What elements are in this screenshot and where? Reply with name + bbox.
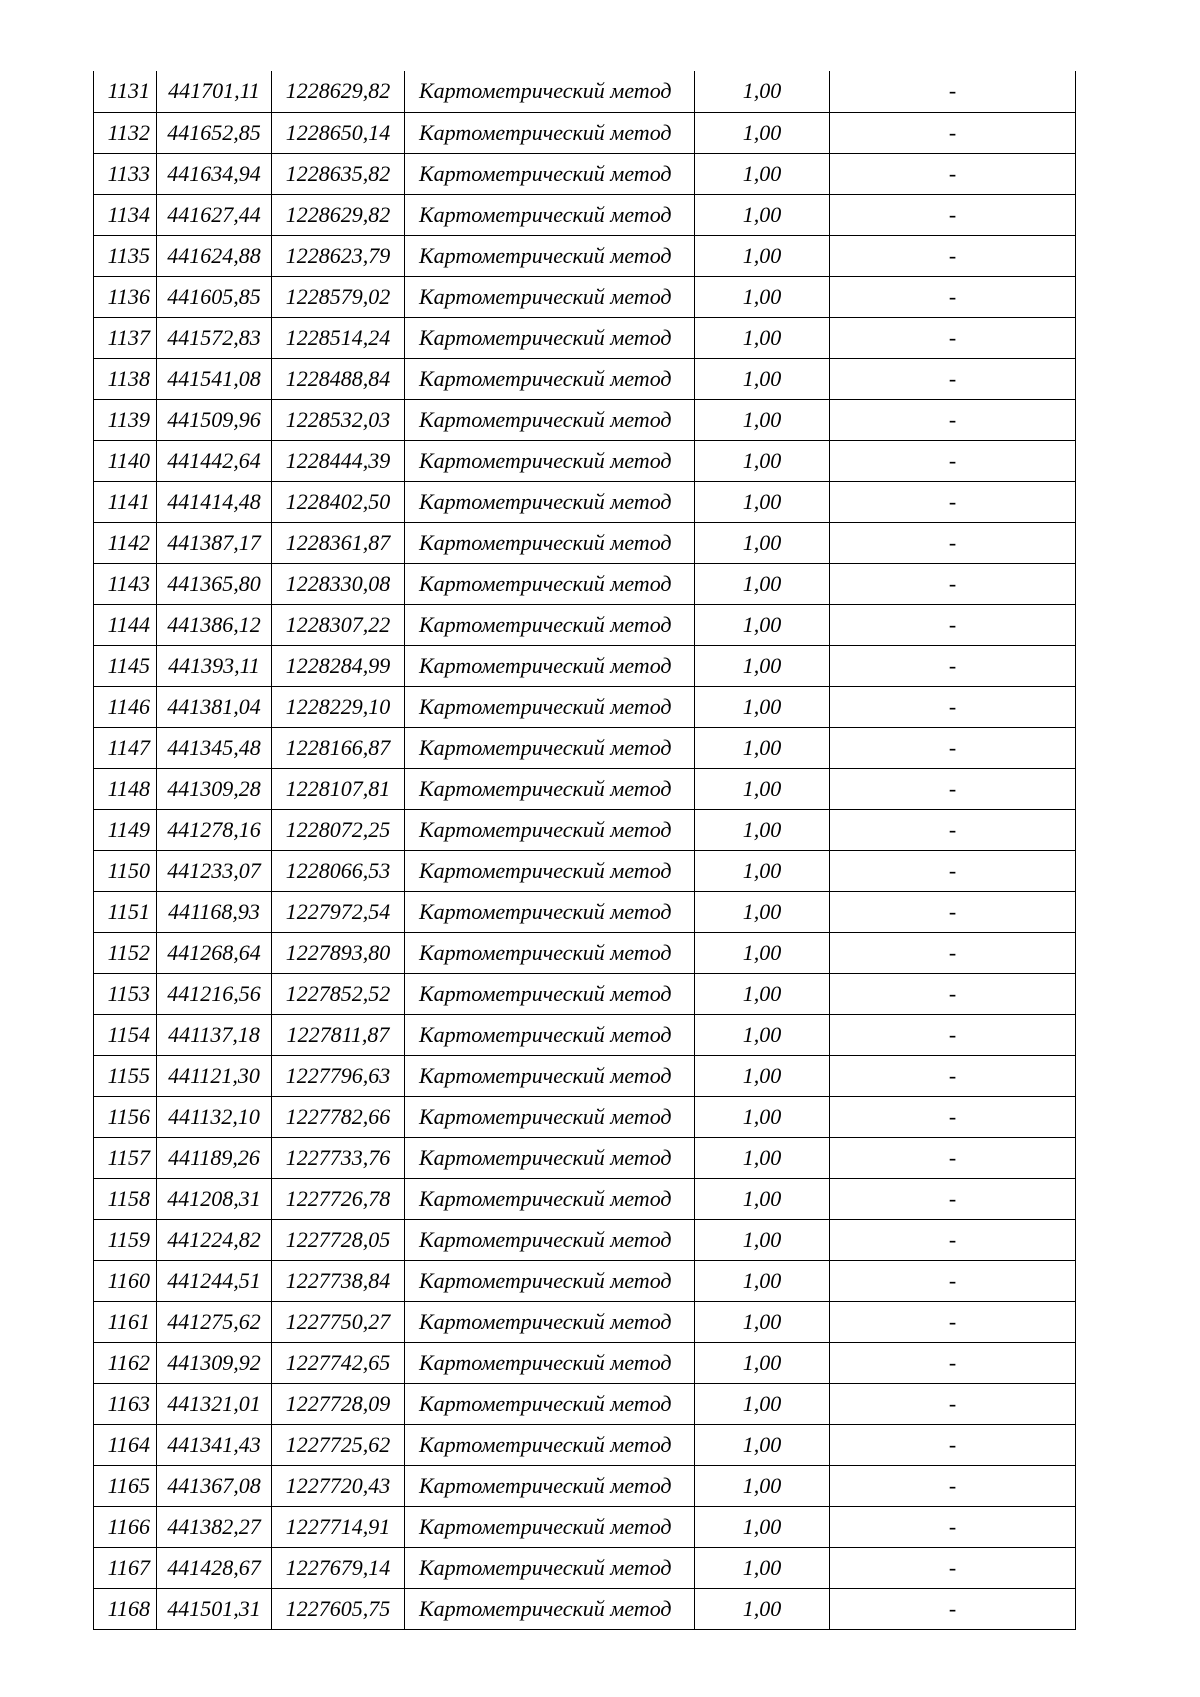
table-row	[94, 1178, 1076, 1219]
description-cell: -	[830, 1465, 1076, 1506]
point-number-cell: 1164	[94, 1424, 157, 1465]
table-row	[94, 153, 1076, 194]
table-row	[94, 399, 1076, 440]
method-cell: Картометрический метод	[405, 1506, 695, 1547]
point-number-cell: 1160	[94, 1260, 157, 1301]
table-row	[94, 1424, 1076, 1465]
y-coordinate-cell: 1227750,27	[272, 1301, 405, 1342]
x-coordinate-cell: 441442,64	[157, 440, 272, 481]
point-number-cell: 1139	[94, 399, 157, 440]
y-coordinate-cell: 1227720,43	[272, 1465, 405, 1506]
accuracy-cell: 1,00	[695, 1465, 830, 1506]
x-coordinate-cell: 441137,18	[157, 1014, 272, 1055]
x-coordinate-cell: 441501,31	[157, 1588, 272, 1629]
x-coordinate-cell: 441275,62	[157, 1301, 272, 1342]
method-cell: Картометрический метод	[405, 1137, 695, 1178]
accuracy-cell: 1,00	[695, 71, 830, 112]
y-coordinate-cell: 1228650,14	[272, 112, 405, 153]
method-cell: Картометрический метод	[405, 1055, 695, 1096]
accuracy-cell: 1,00	[695, 1424, 830, 1465]
y-coordinate-cell: 1228072,25	[272, 809, 405, 850]
y-coordinate-cell: 1228629,82	[272, 194, 405, 235]
x-coordinate-cell: 441541,08	[157, 358, 272, 399]
point-number-cell: 1165	[94, 1465, 157, 1506]
method-cell: Картометрический метод	[405, 932, 695, 973]
method-cell: Картометрический метод	[405, 1014, 695, 1055]
point-number-cell: 1153	[94, 973, 157, 1014]
y-coordinate-cell: 1228066,53	[272, 850, 405, 891]
point-number-cell: 1149	[94, 809, 157, 850]
method-cell: Картометрический метод	[405, 563, 695, 604]
table-row	[94, 563, 1076, 604]
description-cell: -	[830, 932, 1076, 973]
table-row	[94, 1260, 1076, 1301]
y-coordinate-cell: 1227782,66	[272, 1096, 405, 1137]
method-cell: Картометрический метод	[405, 317, 695, 358]
x-coordinate-cell: 441345,48	[157, 727, 272, 768]
point-number-cell: 1156	[94, 1096, 157, 1137]
point-number-cell: 1136	[94, 276, 157, 317]
description-cell: -	[830, 481, 1076, 522]
point-number-cell: 1142	[94, 522, 157, 563]
point-number-cell: 1147	[94, 727, 157, 768]
accuracy-cell: 1,00	[695, 276, 830, 317]
y-coordinate-cell: 1227605,75	[272, 1588, 405, 1629]
method-cell: Картометрический метод	[405, 522, 695, 563]
y-coordinate-cell: 1227728,05	[272, 1219, 405, 1260]
method-cell: Картометрический метод	[405, 809, 695, 850]
x-coordinate-cell: 441701,11	[157, 71, 272, 112]
y-coordinate-cell: 1227728,09	[272, 1383, 405, 1424]
description-cell: -	[830, 891, 1076, 932]
x-coordinate-cell: 441393,11	[157, 645, 272, 686]
method-cell: Картометрический метод	[405, 973, 695, 1014]
y-coordinate-cell: 1227972,54	[272, 891, 405, 932]
x-coordinate-cell: 441341,43	[157, 1424, 272, 1465]
y-coordinate-cell: 1227726,78	[272, 1178, 405, 1219]
accuracy-cell: 1,00	[695, 891, 830, 932]
y-coordinate-cell: 1228623,79	[272, 235, 405, 276]
y-coordinate-cell: 1227725,62	[272, 1424, 405, 1465]
accuracy-cell: 1,00	[695, 112, 830, 153]
accuracy-cell: 1,00	[695, 235, 830, 276]
description-cell: -	[830, 194, 1076, 235]
x-coordinate-cell: 441268,64	[157, 932, 272, 973]
coordinates-table-body	[94, 71, 1076, 1629]
table-row	[94, 194, 1076, 235]
accuracy-cell: 1,00	[695, 317, 830, 358]
method-cell: Картометрический метод	[405, 1178, 695, 1219]
description-cell: -	[830, 604, 1076, 645]
point-number-cell: 1132	[94, 112, 157, 153]
point-number-cell: 1161	[94, 1301, 157, 1342]
description-cell: -	[830, 1096, 1076, 1137]
description-cell: -	[830, 1178, 1076, 1219]
point-number-cell: 1144	[94, 604, 157, 645]
accuracy-cell: 1,00	[695, 1055, 830, 1096]
description-cell: -	[830, 850, 1076, 891]
x-coordinate-cell: 441224,82	[157, 1219, 272, 1260]
accuracy-cell: 1,00	[695, 522, 830, 563]
table-row	[94, 1506, 1076, 1547]
y-coordinate-cell: 1227733,76	[272, 1137, 405, 1178]
point-number-cell: 1146	[94, 686, 157, 727]
point-number-cell: 1151	[94, 891, 157, 932]
description-cell: -	[830, 1137, 1076, 1178]
x-coordinate-cell: 441367,08	[157, 1465, 272, 1506]
description-cell: -	[830, 1219, 1076, 1260]
point-number-cell: 1138	[94, 358, 157, 399]
accuracy-cell: 1,00	[695, 1014, 830, 1055]
point-number-cell: 1158	[94, 1178, 157, 1219]
accuracy-cell: 1,00	[695, 973, 830, 1014]
point-number-cell: 1148	[94, 768, 157, 809]
x-coordinate-cell: 441309,92	[157, 1342, 272, 1383]
method-cell: Картометрический метод	[405, 194, 695, 235]
point-number-cell: 1166	[94, 1506, 157, 1547]
x-coordinate-cell: 441386,12	[157, 604, 272, 645]
description-cell: -	[830, 1055, 1076, 1096]
method-cell: Картометрический метод	[405, 112, 695, 153]
table-row	[94, 1055, 1076, 1096]
table-row	[94, 112, 1076, 153]
x-coordinate-cell: 441381,04	[157, 686, 272, 727]
table-row	[94, 1588, 1076, 1629]
method-cell: Картометрический метод	[405, 1219, 695, 1260]
description-cell: -	[830, 112, 1076, 153]
accuracy-cell: 1,00	[695, 1260, 830, 1301]
table-row	[94, 1096, 1076, 1137]
point-number-cell: 1137	[94, 317, 157, 358]
accuracy-cell: 1,00	[695, 1219, 830, 1260]
x-coordinate-cell: 441572,83	[157, 317, 272, 358]
description-cell: -	[830, 1342, 1076, 1383]
y-coordinate-cell: 1228307,22	[272, 604, 405, 645]
method-cell: Картометрический метод	[405, 399, 695, 440]
point-number-cell: 1152	[94, 932, 157, 973]
method-cell: Картометрический метод	[405, 1096, 695, 1137]
accuracy-cell: 1,00	[695, 645, 830, 686]
accuracy-cell: 1,00	[695, 604, 830, 645]
table-row	[94, 1219, 1076, 1260]
x-coordinate-cell: 441244,51	[157, 1260, 272, 1301]
accuracy-cell: 1,00	[695, 809, 830, 850]
y-coordinate-cell: 1227796,63	[272, 1055, 405, 1096]
description-cell: -	[830, 153, 1076, 194]
table-row	[94, 522, 1076, 563]
method-cell: Картометрический метод	[405, 235, 695, 276]
table-row	[94, 317, 1076, 358]
method-cell: Картометрический метод	[405, 604, 695, 645]
accuracy-cell: 1,00	[695, 1506, 830, 1547]
method-cell: Картометрический метод	[405, 768, 695, 809]
point-number-cell: 1155	[94, 1055, 157, 1096]
point-number-cell: 1157	[94, 1137, 157, 1178]
method-cell: Картометрический метод	[405, 358, 695, 399]
description-cell: -	[830, 1547, 1076, 1588]
table-row	[94, 973, 1076, 1014]
accuracy-cell: 1,00	[695, 563, 830, 604]
method-cell: Картометрический метод	[405, 1342, 695, 1383]
y-coordinate-cell: 1227738,84	[272, 1260, 405, 1301]
point-number-cell: 1159	[94, 1219, 157, 1260]
accuracy-cell: 1,00	[695, 440, 830, 481]
method-cell: Картометрический метод	[405, 440, 695, 481]
x-coordinate-cell: 441428,67	[157, 1547, 272, 1588]
x-coordinate-cell: 441624,88	[157, 235, 272, 276]
point-number-cell: 1140	[94, 440, 157, 481]
method-cell: Картометрический метод	[405, 686, 695, 727]
description-cell: -	[830, 522, 1076, 563]
y-coordinate-cell: 1227742,65	[272, 1342, 405, 1383]
accuracy-cell: 1,00	[695, 194, 830, 235]
x-coordinate-cell: 441652,85	[157, 112, 272, 153]
accuracy-cell: 1,00	[695, 1342, 830, 1383]
y-coordinate-cell: 1227893,80	[272, 932, 405, 973]
x-coordinate-cell: 441121,30	[157, 1055, 272, 1096]
y-coordinate-cell: 1228629,82	[272, 71, 405, 112]
point-number-cell: 1134	[94, 194, 157, 235]
table-row	[94, 727, 1076, 768]
x-coordinate-cell: 441627,44	[157, 194, 272, 235]
table-row	[94, 481, 1076, 522]
y-coordinate-cell: 1228402,50	[272, 481, 405, 522]
x-coordinate-cell: 441132,10	[157, 1096, 272, 1137]
description-cell: -	[830, 645, 1076, 686]
x-coordinate-cell: 441365,80	[157, 563, 272, 604]
point-number-cell: 1168	[94, 1588, 157, 1629]
point-number-cell: 1167	[94, 1547, 157, 1588]
y-coordinate-cell: 1228107,81	[272, 768, 405, 809]
table-row	[94, 850, 1076, 891]
accuracy-cell: 1,00	[695, 1588, 830, 1629]
x-coordinate-cell: 441634,94	[157, 153, 272, 194]
description-cell: -	[830, 399, 1076, 440]
table-row	[94, 1342, 1076, 1383]
accuracy-cell: 1,00	[695, 399, 830, 440]
point-number-cell: 1131	[94, 71, 157, 112]
x-coordinate-cell: 441208,31	[157, 1178, 272, 1219]
method-cell: Картометрический метод	[405, 1424, 695, 1465]
method-cell: Картометрический метод	[405, 153, 695, 194]
x-coordinate-cell: 441168,93	[157, 891, 272, 932]
description-cell: -	[830, 276, 1076, 317]
y-coordinate-cell: 1227852,52	[272, 973, 405, 1014]
accuracy-cell: 1,00	[695, 1301, 830, 1342]
point-number-cell: 1141	[94, 481, 157, 522]
method-cell: Картометрический метод	[405, 727, 695, 768]
x-coordinate-cell: 441189,26	[157, 1137, 272, 1178]
method-cell: Картометрический метод	[405, 850, 695, 891]
point-number-cell: 1145	[94, 645, 157, 686]
table-row	[94, 1465, 1076, 1506]
description-cell: -	[830, 1260, 1076, 1301]
x-coordinate-cell: 441321,01	[157, 1383, 272, 1424]
accuracy-cell: 1,00	[695, 153, 830, 194]
method-cell: Картометрический метод	[405, 645, 695, 686]
point-number-cell: 1135	[94, 235, 157, 276]
method-cell: Картометрический метод	[405, 1465, 695, 1506]
accuracy-cell: 1,00	[695, 1383, 830, 1424]
accuracy-cell: 1,00	[695, 1137, 830, 1178]
x-coordinate-cell: 441414,48	[157, 481, 272, 522]
x-coordinate-cell: 441278,16	[157, 809, 272, 850]
description-cell: -	[830, 563, 1076, 604]
table-row	[94, 1383, 1076, 1424]
accuracy-cell: 1,00	[695, 1178, 830, 1219]
point-number-cell: 1162	[94, 1342, 157, 1383]
y-coordinate-cell: 1228532,03	[272, 399, 405, 440]
table-row	[94, 604, 1076, 645]
method-cell: Картометрический метод	[405, 1260, 695, 1301]
description-cell: -	[830, 1014, 1076, 1055]
x-coordinate-cell: 441233,07	[157, 850, 272, 891]
description-cell: -	[830, 973, 1076, 1014]
description-cell: -	[830, 358, 1076, 399]
table-row	[94, 1547, 1076, 1588]
description-cell: -	[830, 440, 1076, 481]
table-row	[94, 440, 1076, 481]
y-coordinate-cell: 1228330,08	[272, 563, 405, 604]
method-cell: Картометрический метод	[405, 1383, 695, 1424]
y-coordinate-cell: 1228361,87	[272, 522, 405, 563]
accuracy-cell: 1,00	[695, 727, 830, 768]
accuracy-cell: 1,00	[695, 768, 830, 809]
method-cell: Картометрический метод	[405, 481, 695, 522]
table-row	[94, 645, 1076, 686]
accuracy-cell: 1,00	[695, 481, 830, 522]
point-number-cell: 1150	[94, 850, 157, 891]
method-cell: Картометрический метод	[405, 1301, 695, 1342]
x-coordinate-cell: 441382,27	[157, 1506, 272, 1547]
table-row	[94, 1014, 1076, 1055]
accuracy-cell: 1,00	[695, 1547, 830, 1588]
y-coordinate-cell: 1228229,10	[272, 686, 405, 727]
description-cell: -	[830, 1588, 1076, 1629]
point-number-cell: 1154	[94, 1014, 157, 1055]
method-cell: Картометрический метод	[405, 891, 695, 932]
description-cell: -	[830, 235, 1076, 276]
description-cell: -	[830, 727, 1076, 768]
y-coordinate-cell: 1228579,02	[272, 276, 405, 317]
table-row	[94, 932, 1076, 973]
table-row	[94, 809, 1076, 850]
table-row	[94, 235, 1076, 276]
y-coordinate-cell: 1228635,82	[272, 153, 405, 194]
y-coordinate-cell: 1228166,87	[272, 727, 405, 768]
y-coordinate-cell: 1228488,84	[272, 358, 405, 399]
method-cell: Картометрический метод	[405, 276, 695, 317]
method-cell: Картометрический метод	[405, 71, 695, 112]
table-row	[94, 71, 1076, 112]
method-cell: Картометрический метод	[405, 1547, 695, 1588]
x-coordinate-cell: 441216,56	[157, 973, 272, 1014]
x-coordinate-cell: 441387,17	[157, 522, 272, 563]
accuracy-cell: 1,00	[695, 1096, 830, 1137]
accuracy-cell: 1,00	[695, 932, 830, 973]
description-cell: -	[830, 1301, 1076, 1342]
point-number-cell: 1143	[94, 563, 157, 604]
description-cell: -	[830, 686, 1076, 727]
x-coordinate-cell: 441509,96	[157, 399, 272, 440]
table-row	[94, 1301, 1076, 1342]
accuracy-cell: 1,00	[695, 358, 830, 399]
table-row	[94, 768, 1076, 809]
y-coordinate-cell: 1228514,24	[272, 317, 405, 358]
x-coordinate-cell: 441309,28	[157, 768, 272, 809]
y-coordinate-cell: 1227679,14	[272, 1547, 405, 1588]
y-coordinate-cell: 1228444,39	[272, 440, 405, 481]
description-cell: -	[830, 317, 1076, 358]
y-coordinate-cell: 1228284,99	[272, 645, 405, 686]
point-number-cell: 1163	[94, 1383, 157, 1424]
point-number-cell: 1133	[94, 153, 157, 194]
description-cell: -	[830, 1424, 1076, 1465]
method-cell: Картометрический метод	[405, 1588, 695, 1629]
description-cell: -	[830, 71, 1076, 112]
table-row	[94, 276, 1076, 317]
table-row	[94, 891, 1076, 932]
table-row	[94, 358, 1076, 399]
description-cell: -	[830, 768, 1076, 809]
accuracy-cell: 1,00	[695, 686, 830, 727]
description-cell: -	[830, 1506, 1076, 1547]
x-coordinate-cell: 441605,85	[157, 276, 272, 317]
accuracy-cell: 1,00	[695, 850, 830, 891]
y-coordinate-cell: 1227714,91	[272, 1506, 405, 1547]
coordinates-table	[93, 71, 1076, 1630]
y-coordinate-cell: 1227811,87	[272, 1014, 405, 1055]
description-cell: -	[830, 809, 1076, 850]
table-row	[94, 1137, 1076, 1178]
description-cell: -	[830, 1383, 1076, 1424]
table-row	[94, 686, 1076, 727]
